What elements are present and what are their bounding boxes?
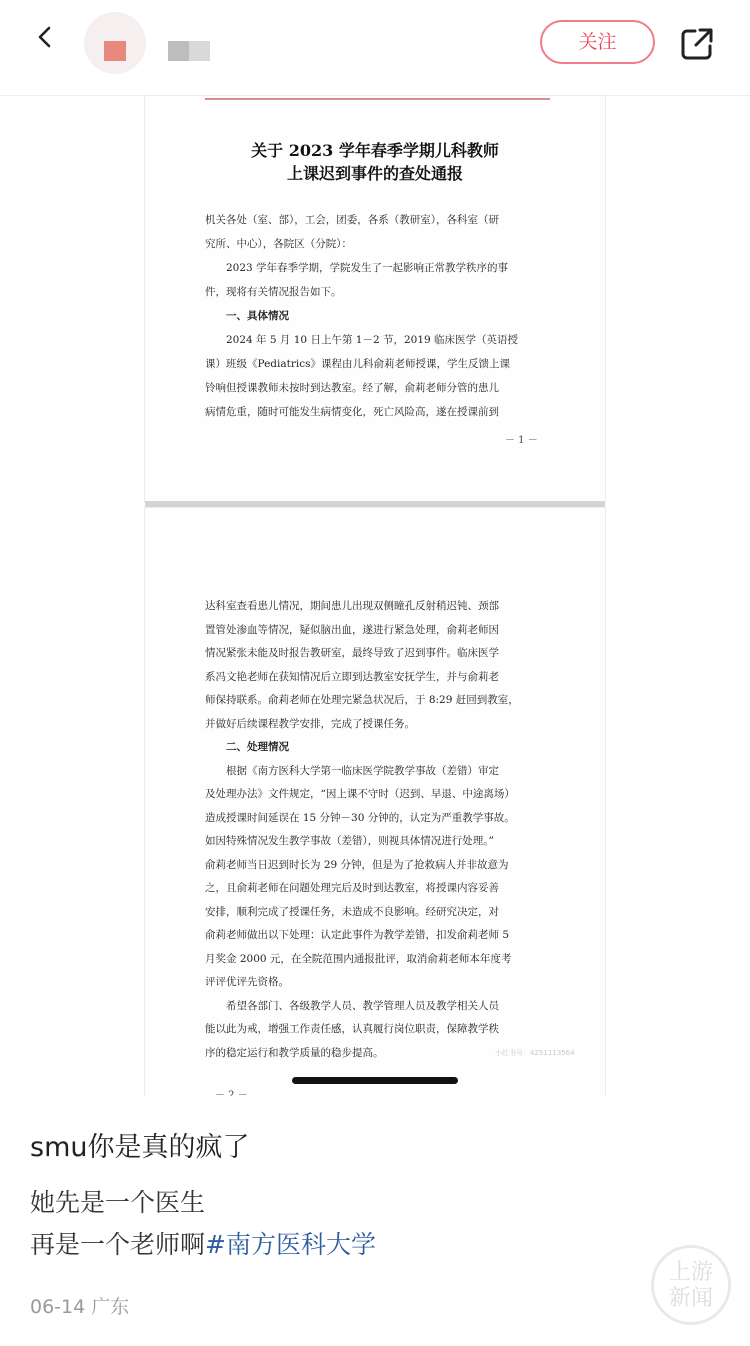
follow-button[interactable]: 关注 [540,20,655,64]
document-text-line: 机关各处（室、部），工会，团委，各系（教研室），各科室（研 [205,214,499,226]
document-page-1 [145,96,605,501]
post-text-line: 她先是一个医生 [30,1188,206,1217]
document-text-line: 系冯文艳老师在获知情况后立即到达教室安抚学生，并与俞莉老 [205,670,499,683]
document-text-line: 安排，顺利完成了授课任务，未造成不良影响。经研究决定，对 [205,905,499,918]
document-text-line: 及处理办法》文件规定，“因上课不守时（迟到、早退、中途离场） [205,788,515,800]
document-text-line: 情况紧张未能及时报告教研室，最终导致了迟到事件。临床医学 [205,647,499,659]
document-text-line: 课）班级《Pediatrics》课程由儿科俞莉老师授课，学生反馈上课 [205,358,511,370]
hashtag-link[interactable]: #南方医科大学 [205,1230,376,1259]
red-header-line [205,98,550,100]
document-text-line: 病情危重，随时可能发生病情变化，死亡风险高，遂在授课前到 [205,406,499,418]
back-arrow-icon[interactable] [30,22,60,52]
document-text-line: 二、处理情况 [205,741,289,753]
document-text-line: 俞莉老师当日迟到时长为 29 分钟，但是为了抢救病人并非故意为 [205,858,509,871]
document-page-2 [145,508,605,1096]
document-text-line: 师保持联系。俞莉老师在处理完紧急状况后，于 8:29 赶回到教室， [205,694,519,706]
image-scroll-indicator[interactable] [292,1077,458,1084]
author-avatar[interactable] [84,12,146,74]
post-title: smu你是真的疯了 [30,1132,250,1163]
post-date: 06-14 [30,1296,86,1318]
document-text-line: 希望各部门、各级教学人员、教学管理人员及教学相关人员 [205,999,499,1012]
document-title-line2: 上课迟到事件的查处通报 [286,164,463,183]
news-watermark-logo: 上游 新闻 [651,1245,731,1325]
document-text-line: 如因特殊情况发生教学事故（差错），则视具体情况进行处理。” [205,835,494,847]
post-location: 广东 [91,1296,130,1318]
page-separator [145,501,605,508]
share-external-icon[interactable] [678,25,716,63]
document-text-line: 评评优评先资格。 [205,976,289,988]
document-text-line: 铃响但授课教师未按时到达教室。经了解，俞莉老师分管的患儿 [205,382,499,394]
document-text-line: 之，且俞莉老师在问题处理完后及时到达教室，将授课内容妥善 [205,882,499,894]
document-text-line: 俞莉老师做出以下处理：认定此事件为教学差错，扣发俞莉老师 5 [205,929,510,941]
document-text-line: 根据《南方医科大学第一临床医学院教学事故（差错）审定 [205,764,499,777]
document-text-line: 能以此为戒，增强工作责任感，认真履行岗位职责，保障教学秩 [205,1023,499,1035]
document-text-line: 究所、中心），各院区（分院）： [205,238,352,250]
doc-stamp-watermark: 小红书号：4251113564 [495,1049,575,1057]
document-text-line: 2023 学年春季学期，学院发生了一起影响正常教学秩序的事 [205,262,509,274]
document-text-line: 达科室查看患儿情况，期间患儿出现双侧瞳孔反射稍迟钝、颈部 [205,600,499,612]
document-text-line: 序的稳定运行和教学质量的稳步提高。 [205,1046,384,1059]
post-meta [30,1292,129,1319]
document-text-line: 造成授课时间延误在 15 分钟－30 分钟的，认定为严重教学事故。 [205,811,515,824]
document-text-line: 并做好后续课程教学安排，完成了授课任务。 [205,717,415,730]
post-text-line [30,1225,376,1261]
document-text-line: 月奖金 2000 元，在全院范围内通报批评，取消俞莉老师本年度考 [205,952,512,965]
post-text: 再是一个老师啊 [30,1230,206,1259]
page-number: － 1 － [505,435,538,446]
document-text-line: 一、具体情况 [205,310,289,322]
document-text-line: 置管处渗血等情况，疑似脑出血，遂进行紧急处理，俞莉老师因 [205,623,499,636]
document-title-line1: 关于 2023 学年春季学期儿科教师 [251,141,499,160]
document-text-line: 2024 年 5 月 10 日上午第 1－2 节，2019 临床医学（英语授 [205,334,519,346]
document-text-line: 件，现将有关情况报告如下。 [205,286,342,298]
post-header [0,0,750,96]
author-name-blurred[interactable] [168,41,210,61]
